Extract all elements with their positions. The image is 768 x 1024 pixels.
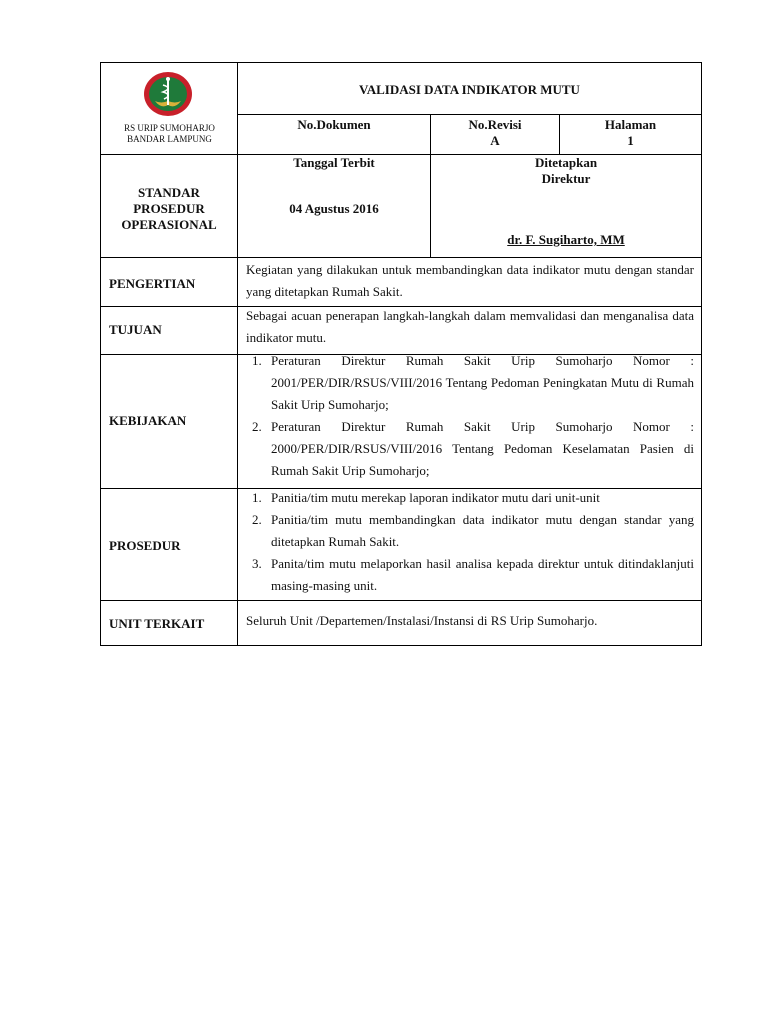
tanggal-terbit-value: 04 Agustus 2016	[289, 201, 379, 216]
list-item	[246, 553, 694, 597]
ditetapkan-label: Ditetapkan	[534, 155, 598, 170]
pengertian-text: Kegiatan yang dilakukan untuk membandingkan data indikator mutu dengan standar yang ditetapkan Rumah Sakit.	[246, 262, 694, 299]
row-divider	[101, 257, 701, 258]
list-item-number: 3.	[252, 556, 262, 571]
no-dokumen-label: No.Dokumen	[297, 117, 371, 132]
halaman-value: 1	[627, 133, 634, 148]
list-item	[246, 416, 694, 482]
hospital-logo-icon	[137, 71, 199, 117]
list-item-number: 1.	[252, 353, 262, 368]
director-name	[431, 232, 701, 248]
list-item	[246, 487, 694, 509]
pengertian-label: PENGERTIAN	[109, 276, 196, 291]
hospital-name-line1: RS URIP SUMOHARJO	[124, 123, 215, 133]
hospital-name	[101, 123, 238, 145]
list-item-number: 1.	[252, 490, 262, 505]
unit-terkait-text: Seluruh Unit /Departemen/Instalasi/Instansi di RS Urip Sumoharjo.	[246, 613, 598, 628]
row-divider	[238, 114, 701, 115]
tujuan-text: Sebagai acuan penerapan langkah-langkah dalam memvalidasi dan menganalisa data indikator mutu.	[246, 308, 694, 345]
no-revisi-value: A	[490, 133, 500, 148]
list-item-text: Peraturan Direktur Rumah Sakit Urip Sumoharjo Nomor : 2000/PER/DIR/RSUS/VIII/2016 Tentang Pedoman Keselamatan Pasien di Rumah Sakit Urip Sumoharjo;	[271, 419, 694, 478]
direktur-label: Direktur	[541, 171, 591, 186]
list-item-text: Peraturan Direktur Rumah Sakit Urip Sumoharjo Nomor : 2001/PER/DIR/RSUS/VIII/2016 Tentang Pedoman Peningkatan Mutu di Rumah Sakit Urip Sumoharjo;	[271, 353, 694, 412]
doc-type-line2: PROSEDUR	[133, 201, 205, 216]
halaman-label: Halaman	[604, 117, 657, 132]
document-title: VALIDASI DATA INDIKATOR MUTU	[359, 82, 580, 97]
list-item-number: 2.	[252, 419, 262, 434]
kebijakan-label: KEBIJAKAN	[109, 413, 187, 428]
kebijakan-list	[246, 350, 694, 482]
list-item	[246, 509, 694, 553]
tanggal-terbit-label: Tanggal Terbit	[293, 155, 375, 170]
hospital-name-line2: BANDAR LAMPUNG	[127, 134, 212, 144]
list-item-text: Panitia/tim mutu membandingkan data indikator mutu dengan standar yang ditetapkan Rumah Sakit.	[271, 512, 694, 549]
unit-terkait-label: UNIT TERKAIT	[109, 616, 205, 631]
prosedur-label: PROSEDUR	[109, 538, 181, 553]
sop-document	[100, 62, 702, 646]
tujuan-label: TUJUAN	[109, 322, 162, 337]
doc-type-line1: STANDAR	[138, 185, 200, 200]
director-name-text: dr. F. Sugiharto, MM	[507, 232, 625, 247]
row-divider	[101, 600, 701, 601]
list-item-text: Panitia/tim mutu merekap laporan indikator mutu dari unit-unit	[271, 490, 600, 505]
no-revisi-label: No.Revisi	[468, 117, 522, 132]
doc-type-line3: OPERASIONAL	[121, 217, 217, 232]
list-item	[246, 350, 694, 416]
prosedur-list	[246, 487, 694, 597]
list-item-number: 2.	[252, 512, 262, 527]
list-item-text: Panita/tim mutu melaporkan hasil analisa kepada direktur untuk ditindaklanjuti masing-masing unit.	[271, 556, 694, 593]
